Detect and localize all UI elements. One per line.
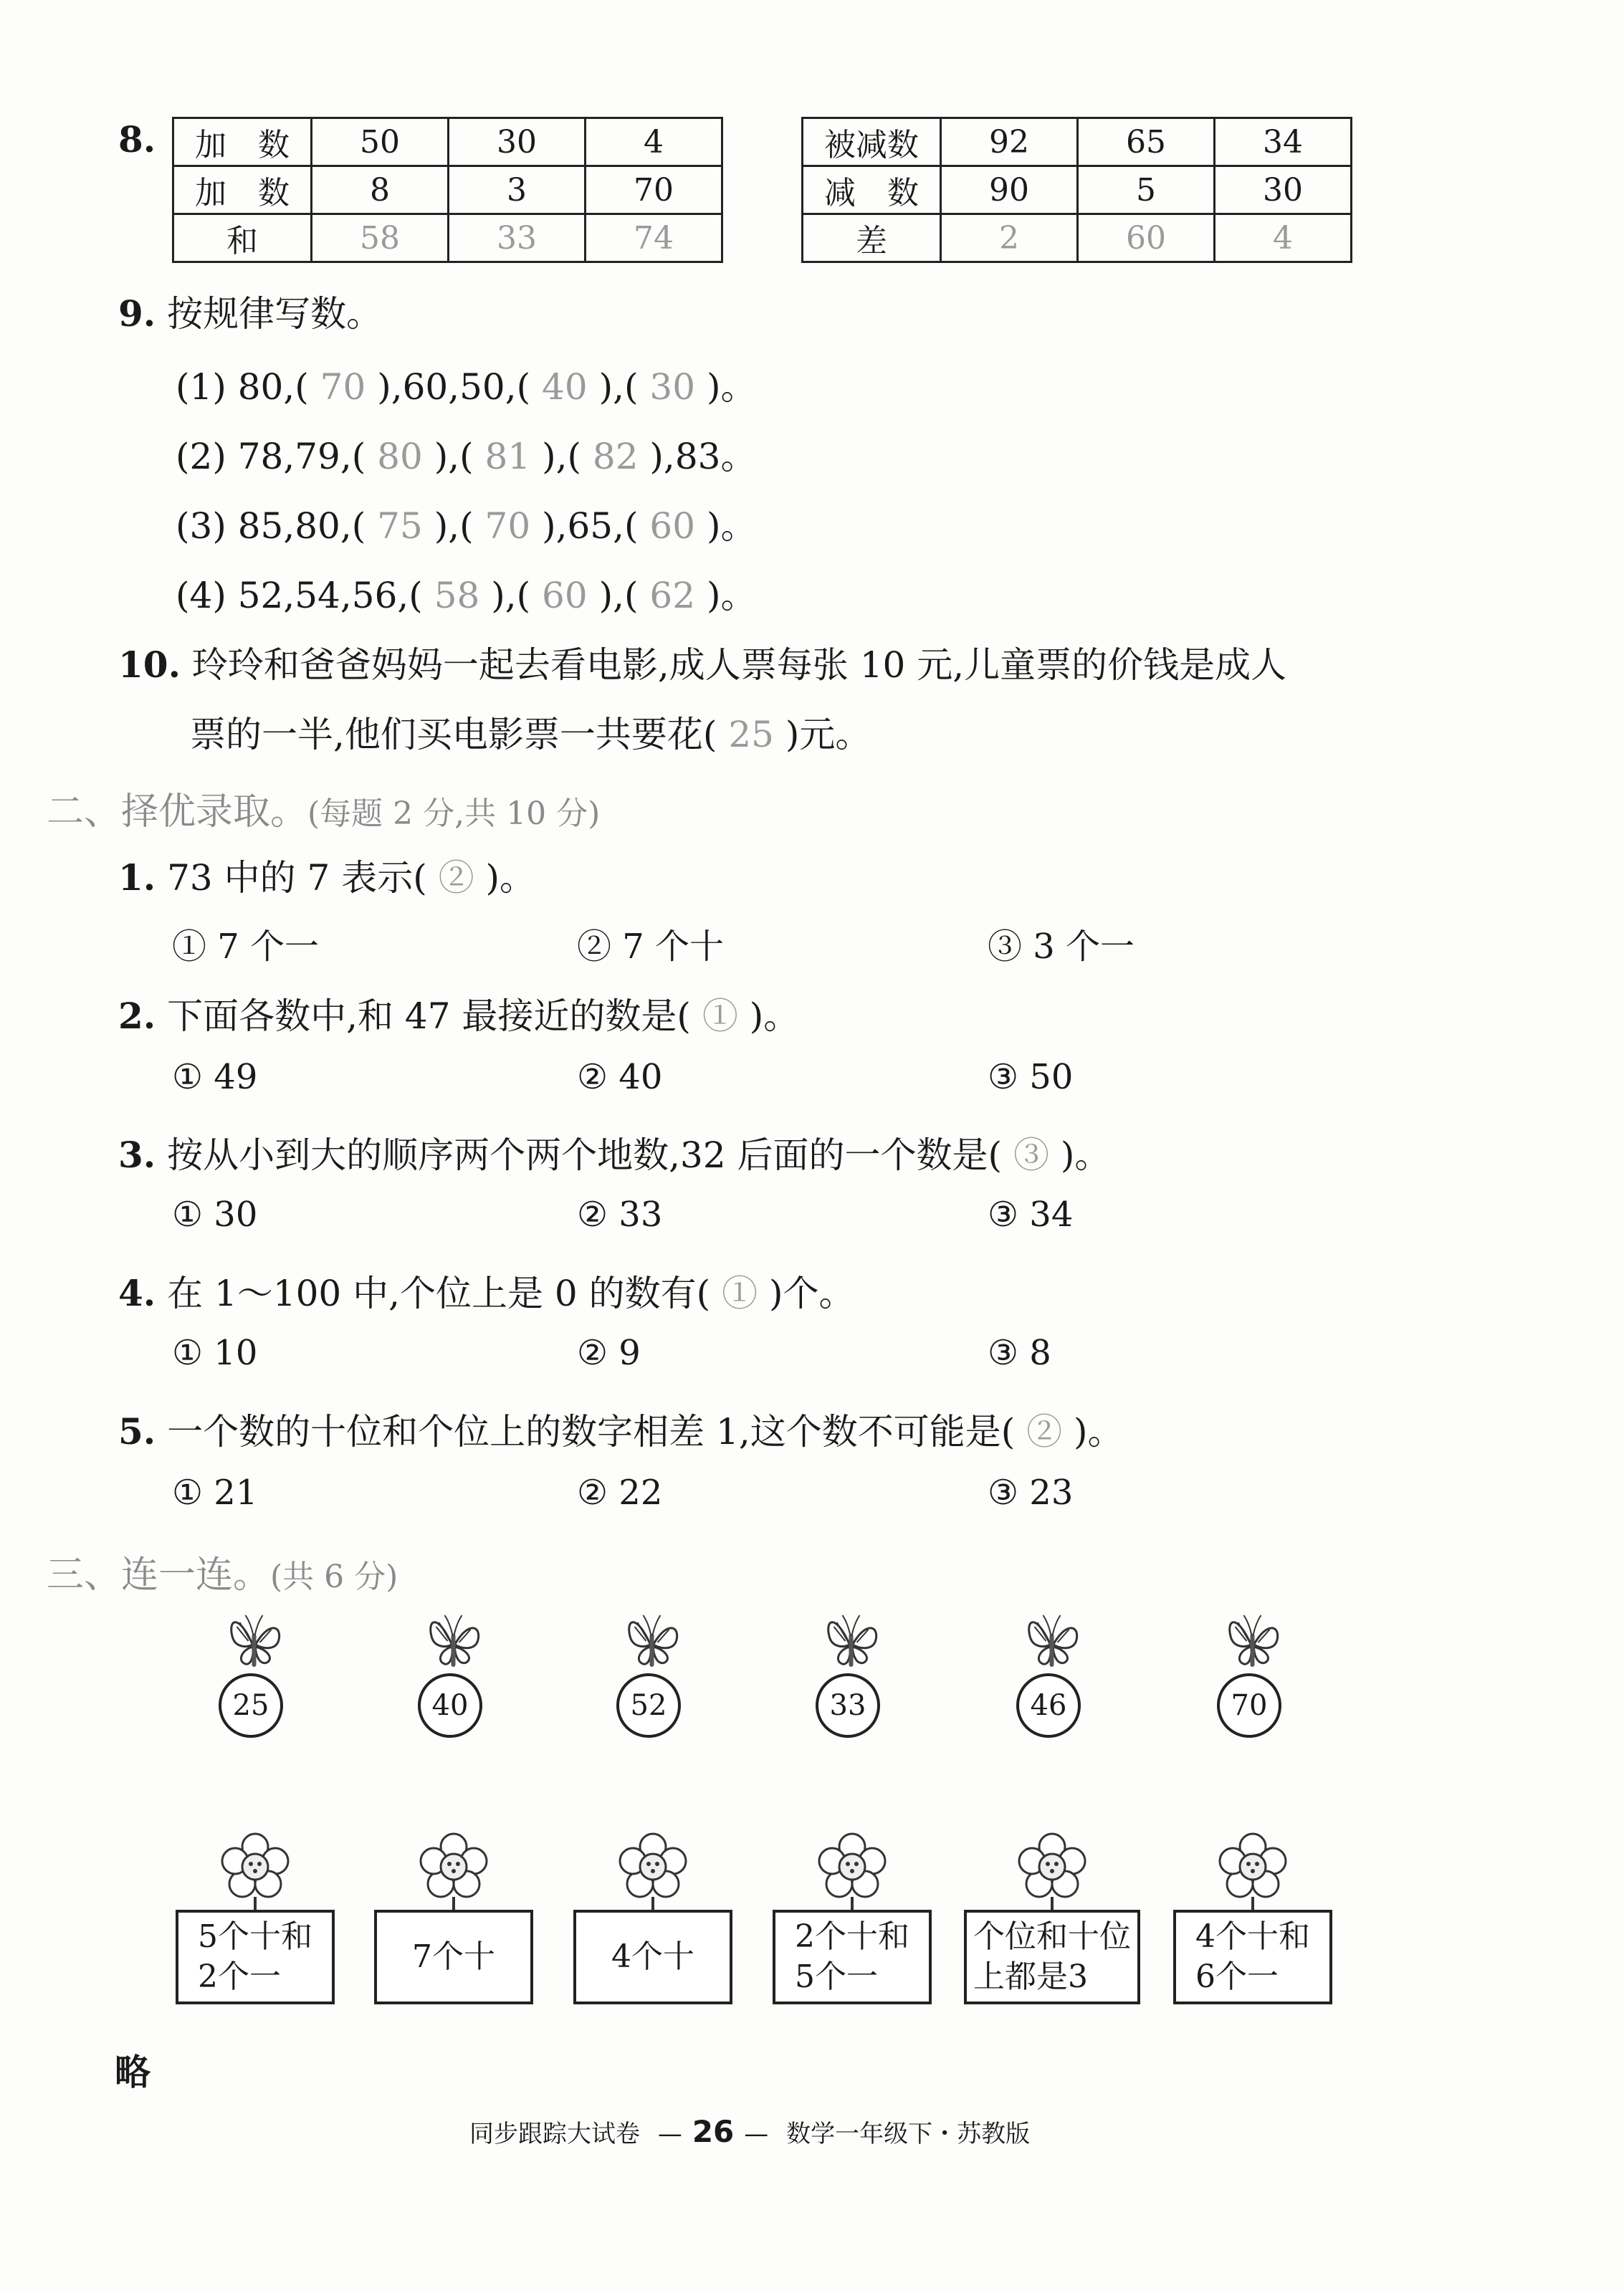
table-row [803, 166, 1352, 214]
flower-icon [1013, 1831, 1092, 1910]
section-points: (每题 2 分,共 10 分) [307, 795, 601, 832]
table-row-label: 加 数 [173, 166, 312, 214]
section3-title [47, 1544, 398, 1598]
answer: 75 [377, 505, 423, 547]
q9-line-2 [176, 428, 756, 479]
option: ③ 8 [988, 1333, 1051, 1373]
table-cell: 3 [449, 166, 586, 214]
butterfly-item[interactable] [418, 1605, 486, 1738]
answer-cell: 33 [449, 214, 586, 262]
number-bubble: 40 [418, 1673, 482, 1738]
q8-number: 8. [118, 118, 156, 161]
box-line: 6个一 [1195, 1958, 1279, 1995]
text: )。 [1074, 1411, 1124, 1453]
box-line: 上都是3 [973, 1958, 1088, 1995]
table-cell: 30 [1215, 166, 1352, 214]
description-box [1173, 1910, 1332, 2004]
answer: 81 [484, 436, 531, 477]
number-bubble: 70 [1217, 1673, 1281, 1738]
q9-line-1 [176, 358, 756, 410]
text: ),83。 [649, 436, 757, 477]
flower-item[interactable] [773, 1831, 932, 2004]
description-box [964, 1910, 1140, 2004]
footer-book-title: 同步跟踪大试卷 [469, 2120, 640, 2148]
text: (4) 52,54,56,( [176, 575, 423, 616]
option: ① 10 [172, 1333, 258, 1373]
description-box [374, 1910, 533, 2004]
text: )个。 [768, 1273, 855, 1314]
box-line: 4个十和 [1195, 1918, 1310, 1955]
butterfly-item[interactable] [1016, 1605, 1084, 1738]
flower-item[interactable] [573, 1831, 732, 2004]
page-footer: 同步跟踪大试卷 — 26 — 数学一年级下・苏教版 [469, 2114, 1031, 2149]
text: ),( [598, 366, 639, 408]
table-row-label: 差 [803, 214, 941, 262]
flower-item[interactable] [374, 1831, 533, 2004]
answer: ③ [1013, 1134, 1049, 1176]
answer: 80 [377, 436, 423, 477]
table-cell: 5 [1078, 166, 1215, 214]
q10-number: 10. [118, 644, 181, 686]
subtraction-table [801, 117, 1352, 263]
q9-title: 按规律写数。 [167, 293, 383, 335]
text: (1) 80,( [176, 366, 309, 408]
option: ① 7 个一 [172, 927, 320, 967]
box-line: 5个一 [795, 1958, 878, 1995]
description-box [573, 1910, 732, 2004]
text: ),65,( [542, 505, 639, 547]
table-cell: 4 [586, 118, 722, 166]
flower-icon [813, 1831, 892, 1910]
addition-table [172, 117, 723, 263]
table-row-label: 被减数 [803, 118, 941, 166]
text: 票的一半,他们买电影票一共要花( [190, 714, 717, 755]
text: )。 [749, 995, 800, 1037]
answer: 60 [649, 505, 696, 547]
table-cell: 30 [449, 118, 586, 166]
box-line: 个位和十位 [973, 1918, 1131, 1955]
box-line: 5个十和 [198, 1918, 312, 1955]
option: ① 49 [172, 1057, 258, 1097]
question-number: 2. [118, 995, 156, 1037]
option: ③ 50 [988, 1057, 1074, 1097]
section2-title [47, 781, 600, 835]
text: )。 [485, 857, 536, 899]
q9-line-4 [176, 567, 756, 618]
s2-q4 [118, 1265, 854, 1316]
text: ),60,50,( [377, 366, 531, 408]
text: ),( [434, 436, 474, 477]
text: )。 [706, 575, 757, 616]
butterfly-icon [1020, 1605, 1084, 1673]
butterfly-icon [222, 1605, 287, 1673]
table-row [803, 118, 1352, 166]
butterfly-icon [421, 1605, 486, 1673]
s2-q1 [118, 849, 535, 901]
description-box [176, 1910, 335, 2004]
description-box [773, 1910, 932, 2004]
text: ),( [491, 575, 531, 616]
flower-icon [1213, 1831, 1292, 1910]
table-cell: 50 [312, 118, 449, 166]
q10-line-2 [190, 706, 871, 757]
flower-item[interactable] [1173, 1831, 1332, 2004]
text: ),( [434, 505, 474, 547]
answer: ② [438, 857, 474, 899]
flower-item[interactable] [964, 1831, 1140, 2004]
table-row [173, 214, 722, 262]
answer-cell: 58 [312, 214, 449, 262]
butterfly-item[interactable] [219, 1605, 287, 1738]
question-number: 4. [118, 1272, 156, 1314]
answer-note: 略 [115, 2051, 151, 2093]
flower-icon [414, 1831, 493, 1910]
answer: 62 [649, 575, 696, 616]
q9-number: 9. [118, 292, 156, 335]
table-cell: 65 [1078, 118, 1215, 166]
text: ),( [542, 436, 581, 477]
q9-line-3 [176, 497, 756, 549]
table-cell: 8 [312, 166, 449, 214]
s2-q3 [118, 1127, 1110, 1178]
flower-item[interactable] [176, 1831, 335, 2004]
number-bubble: 33 [816, 1673, 880, 1738]
text: )。 [1060, 1134, 1111, 1176]
answer: ① [722, 1273, 758, 1314]
option: ② 22 [577, 1473, 663, 1513]
table-cell: 90 [941, 166, 1078, 214]
answer: 30 [649, 366, 696, 408]
text: )。 [706, 505, 757, 547]
answer: ② [1026, 1411, 1063, 1453]
section-heading: 三、连一连。 [47, 1554, 271, 1597]
text: )元。 [785, 714, 871, 755]
option: ③ 23 [988, 1473, 1074, 1513]
option: ② 7 个十 [577, 927, 725, 967]
answer: 40 [542, 366, 588, 408]
q9-heading [118, 285, 382, 337]
table-cell: 92 [941, 118, 1078, 166]
option: ② 33 [577, 1195, 663, 1235]
box-line: 2个十和 [795, 1918, 909, 1955]
text: 按从小到大的顺序两个两个地数,32 后面的一个数是( [167, 1134, 1003, 1176]
table-row [173, 166, 722, 214]
text: 下面各数中,和 47 最接近的数是( [167, 995, 691, 1037]
table-row [173, 118, 722, 166]
q10-line-1 [118, 636, 1286, 688]
butterfly-icon [1221, 1605, 1285, 1673]
butterfly-item[interactable] [616, 1605, 684, 1738]
option: ③ 3 个一 [988, 927, 1135, 967]
box-line: 7个十 [412, 1938, 495, 1975]
text: (2) 78,79,( [176, 436, 366, 477]
answer: ① [702, 995, 738, 1037]
question-number: 5. [118, 1410, 156, 1453]
section-points: (共 6 分) [270, 1559, 398, 1595]
option: ① 30 [172, 1195, 258, 1235]
number-bubble: 52 [616, 1673, 681, 1738]
answer-cell: 4 [1215, 214, 1352, 262]
table-row-label: 减 数 [803, 166, 941, 214]
answer-cell: 2 [941, 214, 1078, 262]
answer: 70 [484, 505, 531, 547]
page-number: 26 [692, 2114, 735, 2149]
text: )。 [706, 366, 757, 408]
answer-cell: 60 [1078, 214, 1215, 262]
text: 73 中的 7 表示( [167, 857, 427, 899]
number-bubble: 46 [1016, 1673, 1081, 1738]
section-heading: 二、择优录取。 [47, 790, 308, 833]
answer: 25 [728, 714, 774, 755]
option: ① 21 [172, 1473, 258, 1513]
answer-cell: 74 [586, 214, 722, 262]
question-number: 3. [118, 1134, 156, 1176]
box-line: 4个十 [611, 1938, 694, 1975]
answer: 70 [320, 366, 366, 408]
text: (3) 85,80,( [176, 505, 366, 547]
butterfly-item[interactable] [816, 1605, 884, 1738]
s2-q2 [118, 987, 799, 1039]
box-line: 2个一 [198, 1958, 281, 1995]
s2-q5 [118, 1403, 1124, 1455]
butterfly-item[interactable] [1217, 1605, 1285, 1738]
butterfly-icon [620, 1605, 684, 1673]
question-number: 1. [118, 856, 156, 899]
table-cell: 70 [586, 166, 722, 214]
answer: 58 [434, 575, 480, 616]
footer-subject: 数学一年级下・苏教版 [786, 2120, 1031, 2148]
table-cell: 34 [1215, 118, 1352, 166]
table-row-label: 和 [173, 214, 312, 262]
text: 玲玲和爸爸妈妈一起去看电影,成人票每张 10 元,儿童票的价钱是成人 [191, 644, 1287, 686]
text: 一个数的十位和个位上的数字相差 1,这个数不可能是( [167, 1411, 1016, 1453]
option: ② 9 [577, 1333, 641, 1373]
butterfly-icon [819, 1605, 884, 1673]
text: ),( [598, 575, 639, 616]
number-bubble: 25 [219, 1673, 283, 1738]
flower-icon [216, 1831, 295, 1910]
answer: 82 [592, 436, 639, 477]
answer: 60 [542, 575, 588, 616]
text: 在 1～100 中,个位上是 0 的数有( [167, 1273, 711, 1314]
flower-icon [613, 1831, 692, 1910]
option: ② 40 [577, 1057, 663, 1097]
table-row-label: 加 数 [173, 118, 312, 166]
option: ③ 34 [988, 1195, 1074, 1235]
table-row [803, 214, 1352, 262]
